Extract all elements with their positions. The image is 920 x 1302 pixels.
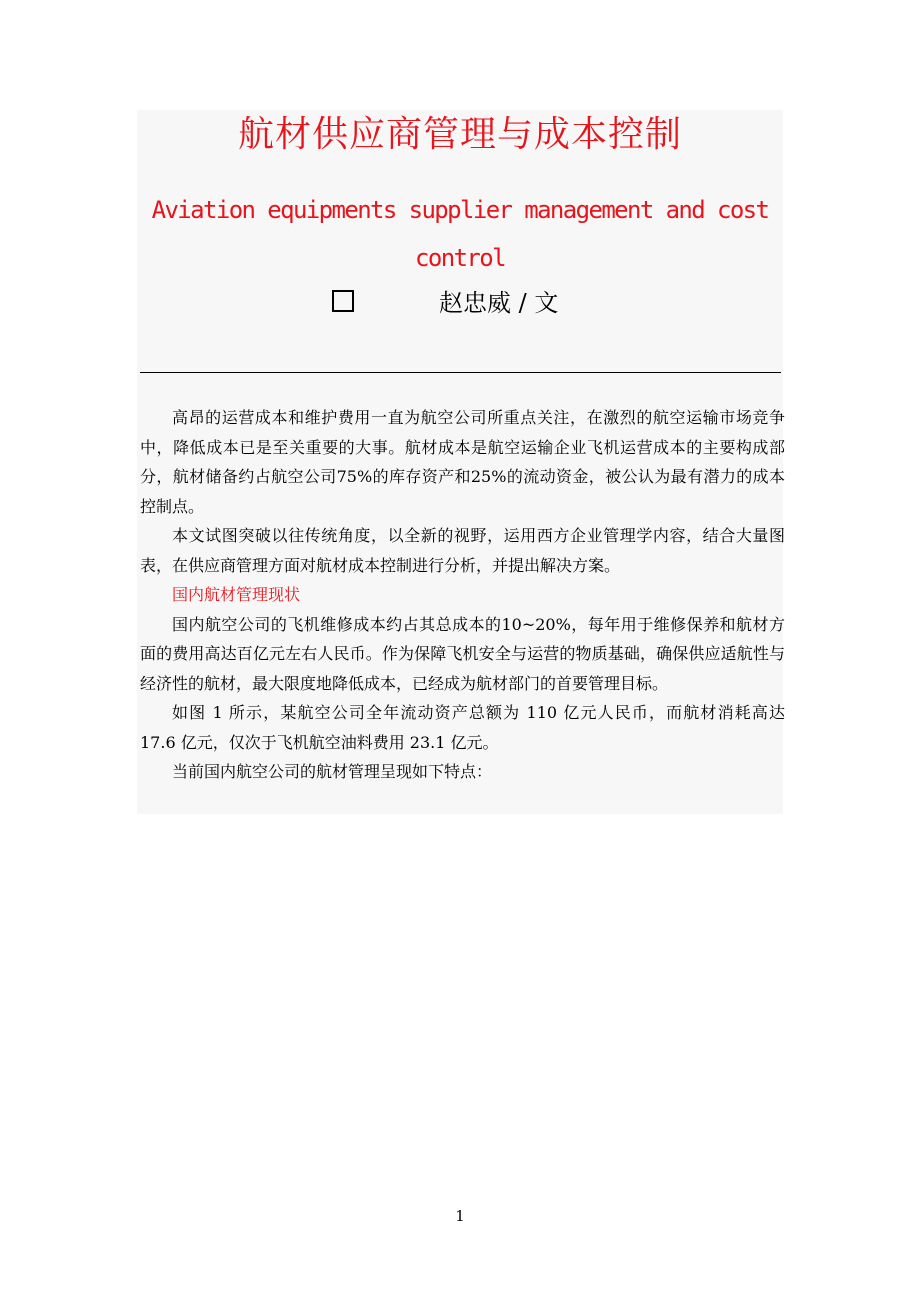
paragraph-intro: 高昂的运营成本和维护费用一直为航空公司所重点关注，在激烈的航空运输市场竞争中，降低成本已是至关重要的大事。航材成本是航空运输企业飞机运营成本的主要构成部分，航材储备约占航空公司75%的库存资产和25%的流动资金，被公认为最有潜力的成本控制点。 bbox=[140, 408, 785, 516]
title-chinese: 航材供应商管理与成本控制 bbox=[237, 114, 682, 155]
square-box-icon bbox=[332, 290, 354, 312]
byline bbox=[137, 282, 783, 324]
article-body bbox=[140, 403, 785, 787]
paragraph-figure-reference: 如图 1 所示，某航空公司全年流动资产总额为 110 亿元人民币，而航材消耗高达 17.6 亿元，仅次于飞机航空油料费用 23.1 亿元。 bbox=[140, 703, 785, 752]
paragraph-maintenance-cost: 国内航空公司的飞机维修成本约占其总成本的10~20%，每年用于维修保养和航材方面的费用高达百亿元左右人民币。作为保障飞机安全与运营的物质基础，确保供应适航性与经济性的航材，最大限度地降低成本，已经成为航材部门的首要管理目标。 bbox=[140, 614, 785, 693]
section-heading: 国内航材管理现状 bbox=[172, 585, 301, 604]
title-english: Aviation equipments supplier management and cost control bbox=[151, 196, 769, 272]
horizontal-divider bbox=[140, 372, 781, 373]
paragraph-purpose: 本文试图突破以往传统角度，以全新的视野，运用西方企业管理学内容，结合大量图表，在供应商管理方面对航材成本控制进行分析，并提出解决方案。 bbox=[140, 526, 785, 575]
page-number: 1 bbox=[455, 1207, 465, 1225]
author-credit: 赵忠威 / 文 bbox=[439, 289, 559, 317]
paragraph-characteristics: 当前国内航空公司的航材管理呈现如下特点： bbox=[172, 762, 493, 781]
